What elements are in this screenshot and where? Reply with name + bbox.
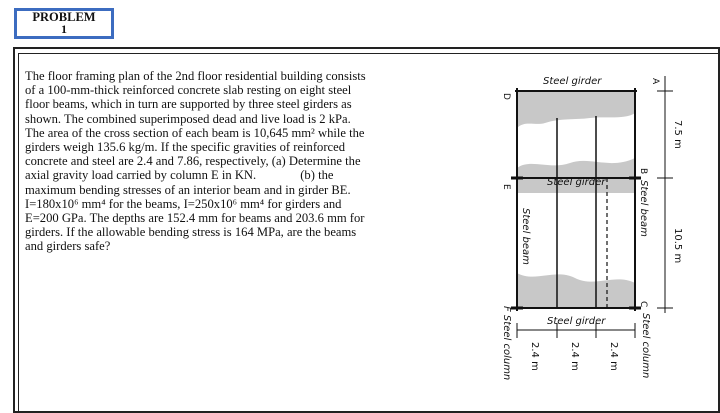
problem-number: 1: [61, 22, 67, 36]
problem-line: I=180x10⁶ mm⁴ for the beams, I=250x10⁶ mm⁴ for girders and: [25, 196, 342, 211]
problem-line: axial gravity load carried by column E in KN. (b) the: [25, 168, 334, 183]
spacing-label-3: 2.4 m: [608, 342, 619, 371]
dimension-top-label: 7.5 m: [672, 120, 683, 149]
right-beam-label: Steel beam: [638, 180, 649, 237]
spacing-label-2: 2.4 m: [569, 342, 580, 371]
problem-line: girders weigh 135.6 kg/m. If the specific gravities of reinforced: [25, 140, 345, 155]
spacing-label-1: 2.4 m: [529, 342, 540, 371]
problem-line: concrete and steel are 2.4 and 7.86, respectively, (a) Determine the: [25, 154, 361, 169]
problem-line: of a 100-mm-thick reinforced concrete slab resting on eight steel: [25, 83, 352, 98]
problem-line: shown. The combined superimposed dead and live load is 2 kPa.: [25, 111, 351, 126]
problem-line: The floor framing plan of the 2nd floor residential building consists: [25, 69, 366, 83]
left-beam-label: Steel beam: [520, 208, 531, 265]
problem-header-box: [14, 8, 114, 39]
point-c-label: C: [638, 301, 648, 308]
floor-framing-plan-diagram: [495, 58, 720, 413]
problem-statement: [25, 69, 425, 254]
problem-line: floor beams, which in turn are supported by three steel girders as: [25, 97, 352, 112]
middle-girder-label: Steel girder: [547, 177, 606, 188]
problem-label: PROBLEM: [32, 10, 96, 24]
problem-line: maximum bending stresses of an interior beam and in girder BE.: [25, 182, 351, 197]
slab-top-area: [517, 91, 635, 128]
problem-line: and girders safe?: [25, 239, 111, 254]
problem-line: E=200 GPa. The depths are 152.4 mm for beams and 203.6 mm for: [25, 211, 365, 226]
point-a-label: A: [650, 78, 660, 85]
top-girder-label: Steel girder: [543, 76, 602, 87]
problem-line: The area of the cross section of each beam is 10,645 mm² while the: [25, 125, 365, 140]
point-d-label: D: [501, 93, 511, 100]
point-e-label: E: [501, 184, 511, 190]
point-b-label: B: [638, 168, 648, 175]
dimension-bottom-label: 10.5 m: [672, 228, 683, 264]
left-column-label: F Steel column: [501, 306, 512, 381]
problem-line: girders. If the allowable bending stress is 164 MPa, are the beams: [25, 225, 357, 240]
right-column-label: Steel column: [640, 313, 651, 379]
slab-bottom-area: [517, 273, 635, 308]
bottom-girder-label: Steel girder: [547, 316, 606, 327]
